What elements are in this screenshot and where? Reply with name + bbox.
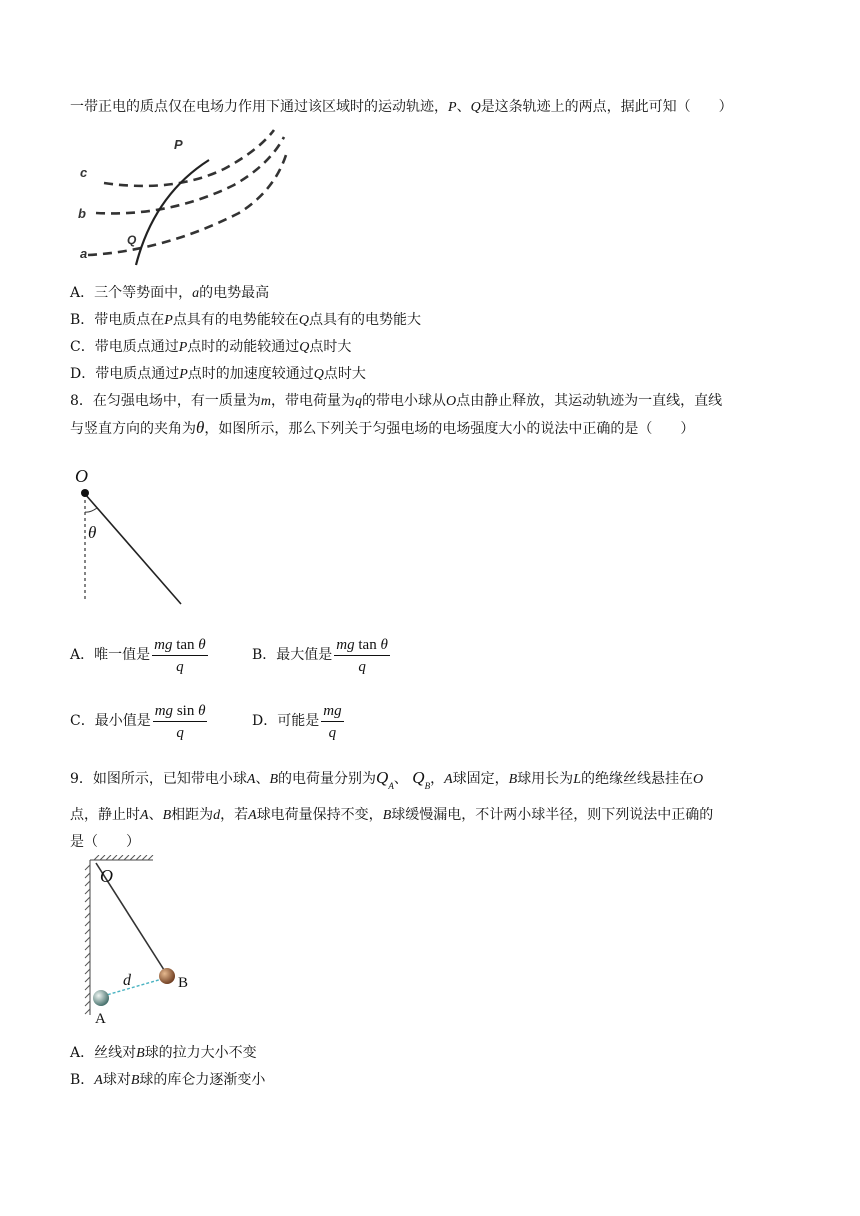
q9-var-a-3: A (140, 808, 149, 823)
label-b: b (78, 206, 86, 221)
q8-b-theta: θ (380, 637, 388, 653)
q7-var-q: Q (470, 100, 481, 115)
q8-b-fn: tan (358, 637, 377, 653)
q9-charge-qb (412, 768, 431, 792)
q8-a-num: mg (154, 637, 173, 653)
q9-comma: ， (430, 771, 445, 787)
q7-var-p: P (448, 100, 457, 115)
q9-charge-qa (376, 768, 394, 792)
q8-var-m: m (260, 394, 272, 409)
angle-arc (85, 508, 97, 512)
q7-option-c-label: C．带电质点通过 (70, 339, 179, 355)
q8-text-3: 的带电小球从 (362, 393, 447, 409)
q7-stem (70, 97, 733, 118)
q8-var-theta: θ (196, 418, 205, 437)
q9-option-b-mid: 球对 (102, 1072, 131, 1088)
q7-option-a-var: a (192, 286, 200, 301)
q8-option-b-label: B．最大值是 (252, 647, 333, 663)
q9-option-a-text: 球的拉力大小不变 (144, 1045, 257, 1061)
equipotential-line-c (104, 130, 274, 186)
ball-a (93, 990, 109, 1006)
label-p: P (174, 137, 183, 152)
q8-d-den: q (328, 725, 337, 741)
q9-option-b (70, 1070, 265, 1091)
q7-stem-text: 一带正电的质点仅在电场力作用下通过该区域时的运动轨迹， (70, 99, 448, 115)
q8-c-fn: sin (176, 703, 195, 719)
q8-option-b (252, 634, 392, 676)
q8-text-5: 与竖直方向的夹角为 (70, 421, 196, 437)
q8-a-theta: θ (198, 637, 206, 653)
q8-option-a-fraction (152, 636, 208, 678)
q8-option-d-label: D．可能是 (252, 713, 320, 729)
q9-var-a-4: A (248, 808, 257, 823)
q7-option-c (70, 337, 351, 358)
q9-var-a: A (246, 772, 256, 787)
q9-text-11: 是（ ） (70, 834, 140, 850)
q9-text-7: 相距为 (171, 807, 214, 823)
q9-sep-2: 、 (393, 771, 408, 787)
q9-text-8: ，若 (220, 807, 249, 823)
q8-a-den: q (176, 659, 184, 675)
q7-option-a-label: A．三个等势面中， (70, 285, 193, 301)
label-theta: θ (88, 523, 97, 542)
q8-option-d (252, 700, 346, 742)
q9-text-5: 的绝缘丝线悬挂在 (580, 771, 693, 787)
q9-option-b-var1: A (94, 1073, 103, 1088)
q7-equipotential-figure (74, 125, 294, 270)
q9-stem-line2 (70, 805, 713, 826)
q7-option-b-var2: Q (298, 313, 309, 328)
q7-option-b-var1: P (164, 313, 173, 328)
q8-c-den: q (176, 725, 184, 741)
q7-option-a (70, 283, 269, 304)
q9-text-1: 9．如图所示，已知带电小球 (70, 771, 247, 787)
q9-text-9: 球电荷量保持不变， (256, 807, 383, 823)
q8-option-c (70, 700, 209, 742)
wall-hatch (85, 865, 90, 1014)
q9-qa-q: Q (376, 768, 389, 787)
q7-option-c-text: 点时大 (309, 339, 352, 355)
q8-b-num: mg (336, 637, 355, 653)
q9-var-d: d (213, 808, 221, 823)
label-a: a (80, 246, 88, 261)
q8-option-c-fraction (153, 702, 208, 744)
q8-text-1: 8．在匀强电场中，有一质量为 (70, 393, 261, 409)
q9-var-a-2: A (444, 772, 453, 787)
q7-option-c-var1: P (178, 340, 188, 355)
q9-var-l: L (573, 772, 581, 787)
trajectory-straight-line (85, 494, 181, 604)
q9-option-a-label: A．丝线对 (70, 1045, 137, 1061)
q7-option-c-var2: Q (299, 340, 310, 355)
q7-stem-text-end: 是这条轨迹上的两点，据此可知（ ） (480, 99, 733, 115)
q9-var-b-4: B (382, 808, 392, 823)
q8-option-b-fraction (334, 636, 390, 678)
q8-option-a (70, 634, 210, 676)
q8-trajectory-figure (70, 462, 200, 612)
label-b: B (178, 975, 189, 991)
label-c: c (80, 165, 88, 180)
q9-text-3: 球固定， (452, 771, 509, 787)
label-o: O (100, 866, 113, 886)
q7-sep: 、 (456, 99, 471, 115)
q9-text-4: 球用长为 (517, 771, 574, 787)
q8-text-2: ，带电荷量为 (271, 393, 356, 409)
q7-option-d-mid: 点时的加速度较通过 (187, 366, 314, 382)
q9-var-b: B (269, 772, 279, 787)
q7-option-b-mid: 点具有的电势能较在 (172, 312, 299, 328)
q7-option-d-var2: Q (313, 367, 324, 382)
ceiling-hatch (94, 855, 153, 860)
point-o (81, 489, 89, 497)
label-q: Q (127, 233, 137, 247)
q9-option-a (70, 1043, 257, 1064)
q9-var-b-3: B (162, 808, 172, 823)
q7-option-c-mid: 点时的动能较通过 (187, 339, 300, 355)
q7-option-b-text: 点具有的电势能大 (308, 312, 421, 328)
q8-text-4: 点由静止释放，其运动轨迹为一直线，直线 (456, 393, 723, 409)
label-o: O (75, 466, 88, 486)
q9-qb-sub: B (424, 781, 431, 792)
q9-var-o: O (692, 772, 704, 787)
q8-var-o: O (446, 394, 457, 409)
q9-sep-3: 、 (148, 807, 163, 823)
q9-pendulum-figure (78, 855, 218, 1030)
q8-option-d-fraction (321, 702, 343, 744)
q8-b-den: q (358, 659, 366, 675)
q9-option-b-label: B． (70, 1072, 95, 1088)
q9-qb-q: Q (412, 768, 425, 787)
q9-var-b-2: B (508, 772, 518, 787)
label-a: A (95, 1011, 106, 1027)
q7-option-d (70, 364, 366, 385)
q7-option-d-var1: P (179, 367, 188, 382)
q9-option-b-var2: B (130, 1073, 140, 1088)
q8-var-q: q (355, 394, 363, 409)
q9-option-b-text: 球的库仑力逐渐变小 (139, 1072, 266, 1088)
q9-sep-1: 、 (255, 771, 270, 787)
q7-option-a-text: 的电势最高 (199, 285, 270, 301)
q7-option-d-text: 点时大 (323, 366, 366, 382)
q8-stem-line1 (70, 391, 722, 412)
distance-d-line (103, 979, 162, 996)
q7-option-d-label: D．带电质点通过 (70, 366, 180, 382)
label-d: d (123, 972, 131, 989)
q9-text-2: 的电荷量分别为 (278, 771, 377, 787)
q9-text-10: 球缓慢漏电，不计两小球半径，则下列说法中正确的 (391, 807, 714, 823)
ball-b (159, 968, 175, 984)
q8-text-6: ，如图所示，那么下列关于匀强电场的电场强度大小的说法中正确的是（ ） (204, 421, 695, 437)
q9-option-a-var: B (136, 1046, 145, 1061)
q8-c-theta: θ (198, 703, 206, 719)
q7-option-b-label: B．带电质点在 (70, 312, 165, 328)
q9-stem-line1 (70, 766, 703, 796)
q8-a-fn: tan (176, 637, 195, 653)
q9-qa-sub: A (388, 781, 394, 792)
q8-stem-line2 (70, 418, 694, 439)
q8-option-c-label: C．最小值是 (70, 713, 151, 729)
q7-option-b (70, 310, 421, 331)
q8-option-a-label: A．唯一值是 (70, 647, 151, 663)
q8-d-num: mg (323, 703, 342, 719)
q9-text-6: 点，静止时 (70, 807, 140, 823)
q9-stem-line3 (70, 832, 140, 852)
q8-c-num: mg (154, 703, 174, 719)
